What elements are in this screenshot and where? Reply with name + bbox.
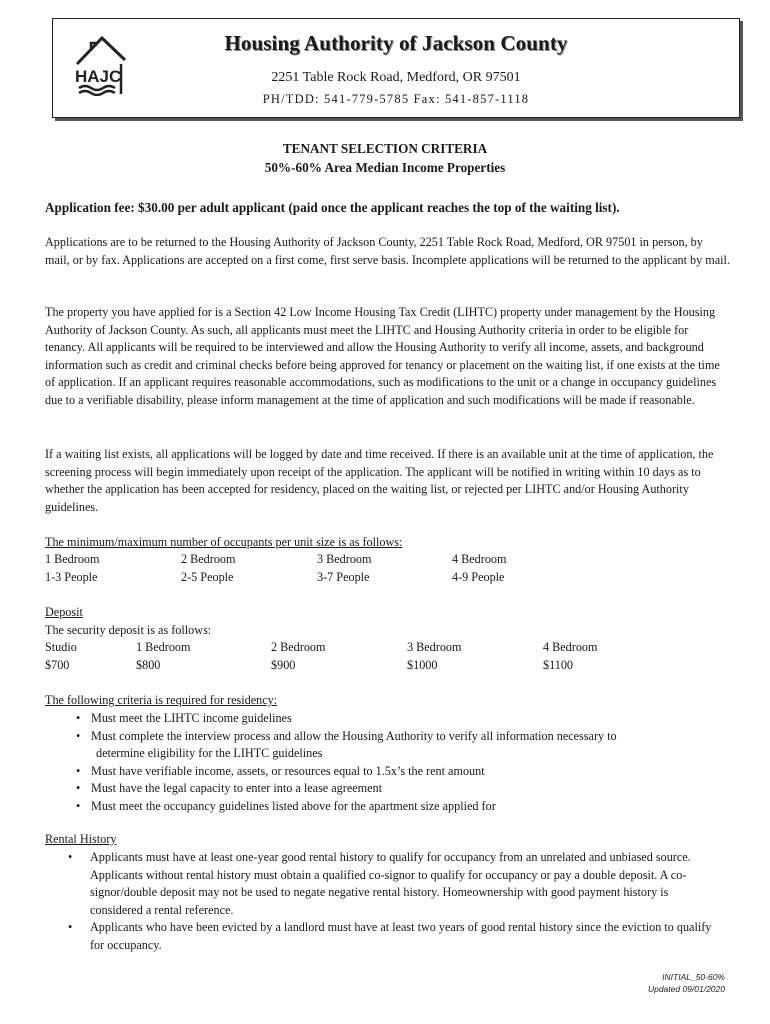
occupancy-size: 1 Bedroom (45, 552, 100, 566)
deposit-size: 2 Bedroom (271, 640, 326, 654)
occupancy-size: 4 Bedroom (452, 552, 507, 566)
deposit-amount: $800 (136, 658, 161, 672)
occupancy-sizes-row (45, 551, 725, 569)
deposit-size: 1 Bedroom (136, 640, 191, 654)
criteria-item: • Must meet the LIHTC income guidelines (45, 710, 715, 728)
rental-history-heading: Rental History (45, 832, 117, 846)
organization-phone: PH/TDD: 541-779-5785 Fax: 541-857-1118 (262, 92, 530, 106)
footer-updated: Updated 09/01/2020 (647, 984, 725, 994)
property-paragraph: The property you have applied for is a Section 42 Low Income Housing Tax Credit (LIHTC) property under management by the Housing Authority of Jackson County. As such, all applicants must meet the LIHTC and Housing Authority criteria in order to be eligible for tenancy. All applicants will be required to be interviewed and allow the Housing Authority to verify all income, assets, and background information such as credit and criminal checks before being approved for tenancy or placement on the waiting list, if one exists at the time of application. If an applicant requires reasonable accommodations, such as modifications to the unit or a change in occupancy guidelines due to a verifiable disability, please inform management at the time of application and such modifications will be made if reasonable. (45, 305, 720, 407)
criteria-item: • Must have the legal capacity to enter into a lease agreement (45, 780, 715, 798)
letterhead (52, 18, 740, 118)
document-subtitle: 50%-60% Area Median Income Properties (264, 160, 506, 175)
occupancy-size: 2 Bedroom (181, 552, 236, 566)
deposit-size: 3 Bedroom (407, 640, 462, 654)
criteria-heading: The following criteria is required for residency: (45, 693, 278, 707)
deposit-amount: $1100 (543, 658, 574, 672)
deposit-size: Studio (45, 640, 77, 654)
deposit-amount: $700 (45, 658, 70, 672)
occupancy-people: 1-3 People (45, 570, 98, 584)
rental-history-list (45, 849, 715, 954)
applications-paragraph: Applications are to be returned to the Housing Authority of Jackson County, 2251 Table Rock Road, Medford, OR 97501 in person, by mail, or by fax. Applications are accepted on a first come, first serve basis. Incomplete applications will be returned to the applicant by mail. (45, 235, 730, 267)
deposit-heading: Deposit (45, 605, 83, 619)
criteria-item: • Must have verifiable income, assets, or resources equal to 1.5x’s the rent amount (45, 763, 715, 781)
organization-address: 2251 Table Rock Road, Medford, OR 97501 (271, 70, 521, 85)
logo-text: HAJC (75, 67, 122, 86)
occupancy-people: 3-7 People (317, 570, 370, 584)
organization-title: Housing Authority of Jackson County (224, 31, 568, 55)
criteria-item: • Must meet the occupancy guidelines listed above for the apartment size applied for (45, 798, 715, 816)
footer-initial: INITIAL_50-60% (662, 972, 725, 982)
deposit-amount: $1000 (407, 658, 438, 672)
occupancy-size: 3 Bedroom (317, 552, 372, 566)
occupancy-people-row (45, 569, 725, 587)
rental-history-item: • Applicants who have been evicted by a landlord must have at least two years of good rental history since the eviction to qualify for occupancy. (45, 919, 715, 954)
deposit-amount: $900 (271, 658, 296, 672)
waiting-list-paragraph: If a waiting list exists, all applications will be logged by date and time received. If there is an available unit at the time of application, the screening process will begin immediately upon receipt of the application. The applicant will be notified in writing within 10 days as to whether the application has been accepted for residency, placed on the waiting list, or rejected per LIHTC and/or Housing Authority guidelines. (45, 447, 714, 514)
occupancy-heading: The minimum/maximum number of occupants per unit size is as follows: (45, 535, 403, 549)
deposit-sizes-row (45, 639, 725, 657)
deposit-intro: The security deposit is as follows: (45, 623, 212, 637)
deposit-amounts-row (45, 657, 725, 675)
deposit-size: 4 Bedroom (543, 640, 598, 654)
document-title: TENANT SELECTION CRITERIA (282, 141, 488, 156)
criteria-list (45, 710, 715, 815)
occupancy-people: 4-9 People (452, 570, 505, 584)
criteria-item: • Must complete the interview process and allow the Housing Authority to verify all information necessary to determine eligibility for the LIHTC guidelines (45, 728, 715, 763)
occupancy-people: 2-5 People (181, 570, 234, 584)
application-fee: Application fee: $30.00 per adult applicant (paid once the applicant reaches the top of the waiting list). (45, 200, 620, 215)
rental-history-item: • Applicants must have at least one-year good rental history to qualify for occupancy from an unrelated and unbiased source. Applicants without rental history must obtain a qualified co-signor to qualify for occupancy or pay a double deposit. A co-signor/double deposit may not be used to negate negative rental history. Homeownership with good payment history is considered a rental reference. (45, 849, 715, 919)
